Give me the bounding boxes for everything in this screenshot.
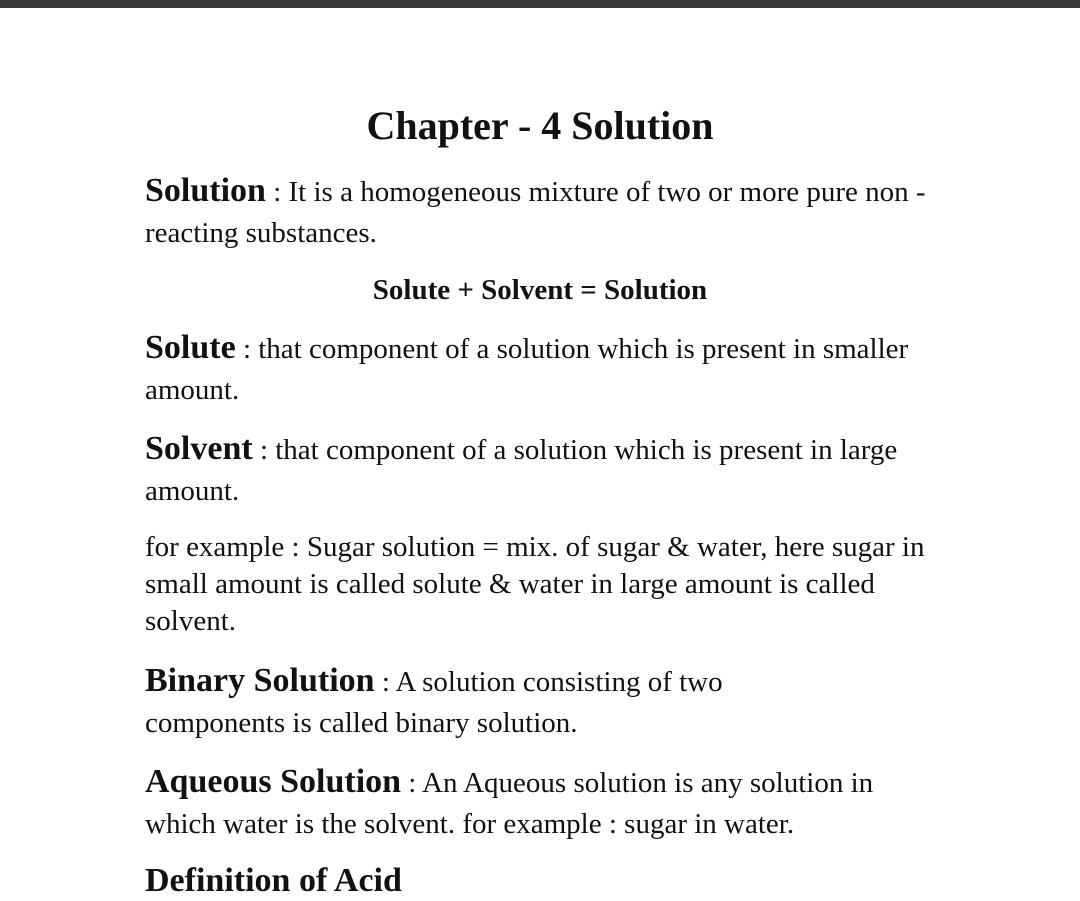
definition-text: It is a homogeneous mixture of two or more pure non - reacting substances. (145, 176, 926, 249)
term-binary-solution: Binary Solution (145, 662, 375, 699)
definition-binary-solution (145, 660, 825, 744)
definition-text: A solution consisting of two components is called binary solution. (145, 666, 723, 739)
example-paragraph (145, 529, 935, 640)
definition-text: An Aqueous solution is any solution in which water is the solvent. for example : sugar in water. (145, 767, 874, 840)
page-title: Chapter - 4 Solution (366, 103, 714, 148)
separator: : (252, 434, 276, 466)
term-solvent: Solvent (145, 430, 253, 467)
separator: : (235, 333, 259, 365)
term-solute: Solute (145, 329, 236, 366)
separator: : (374, 666, 396, 698)
definition-text: that component of a solution which is present in large amount. (145, 434, 898, 507)
cutoff-heading-text: Definition of Acid (145, 862, 402, 899)
definition-solution (145, 170, 945, 254)
example-text: for example : Sugar solution = mix. of sugar & water, here sugar in small amount is called solute & water in large amount is called solvent. (145, 531, 925, 637)
definition-solvent (145, 428, 945, 512)
document-page (0, 8, 1080, 899)
solution-formula: Solute + Solvent = Solution (372, 274, 708, 306)
definition-aqueous-solution (145, 761, 945, 845)
cutoff-heading (145, 854, 945, 899)
term-aqueous-solution: Aqueous Solution (145, 763, 402, 800)
separator: : (265, 176, 289, 208)
term-solution: Solution (145, 172, 266, 209)
definition-text: that component of a solution which is present in smaller amount. (145, 333, 909, 406)
definition-solute (145, 327, 945, 411)
separator: : (401, 767, 423, 799)
top-bar (0, 0, 1080, 8)
